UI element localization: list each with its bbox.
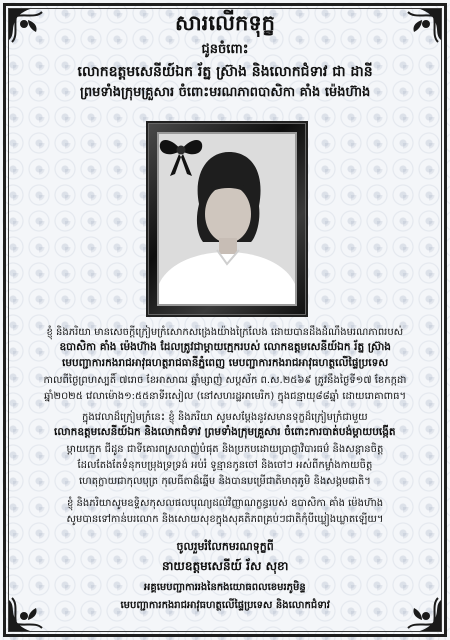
body-text-line: ហេតុក្លាយជាកុលបុត្រ កុលធីតាដ៏ឆ្នើម និងបានបម្រើជាតិមាតុភូមិ និងសង្គមជាតិ។ — [79, 476, 371, 487]
body-text-line: ខ្ញុំ និងភរិយាសូមឧទ្ទិសកុសលផលបុណ្យដល់វិញ្ញាណក្ខន្ធរបស់ ឧបាសិកា គាំង ម៉េងហ៊ាង — [67, 498, 384, 509]
body-text-line: លោកឧត្តមសេនីយ៍ឯក និងលោកជំទាវ ព្រមទាំងក្រុមគ្រួសារ ចំពោះការបាត់បង់ម្ដាយបង្កើត — [54, 426, 396, 438]
mourning-ribbon-icon — [156, 130, 206, 180]
corner-ornament-icon — [6, 6, 52, 52]
body-text-line: ខ្ញុំ និងភរិយា មានសេចក្ដីក្រៀមក្រំសោកសង្រេងយ៉ាងក្រៃលែង ដោយបានដឹងដំណឹងមរណភាពរបស់ — [46, 327, 404, 338]
body-text-line: ម្ដាយក្មេក ជីដូន ជាទីគោរពស្រលាញ់បំផុត និងប្រកបដោយប្រាជ្ញាវិបារធម៌ និងសន្ដានចិត្ត — [66, 444, 384, 455]
body-text-line: ក្នុងវេលាដ៏ក្រៀមក្រំនេះ ខ្ញុំ និងភរិយា សូមសម្ដែងនូវសមានទុក្ខដ៏ក្រៀមក្រំជាមួយ — [82, 412, 368, 423]
body-text-line: មេបញ្ជាការកងរាជអាវុធហត្ថរាជធានីភ្នំពេញ មេបញ្ជាការកងរាជអាវុធហត្ថលើផ្ទៃប្រទេស — [62, 357, 389, 369]
body-text-line: ឧបាសិកា គាំង ម៉េងហ៊ាង ដែលត្រូវជាម្ដាយក្មេករបស់ លោកឧត្តមសេនីយ៍ឯក រ័ត្ន ស្រ៊ាង — [59, 341, 391, 353]
signatory-role: មេបញ្ជាការកងរាជអាវុធហត្ថលើផ្ទៃប្រទេស និងលោកជំទាវ — [120, 600, 330, 611]
recipient-line: លោកឧត្តមសេនីយ៍ឯក រ័ត្ន ស្រ៊ាង និងលោកជំទាវ ជា ដានី — [77, 64, 373, 80]
body-text-line: ឆ្នាំ២០២៥ វេលាម៉ោង១:៥៥នាទីរសៀល (នៅសហរដ្ឋអាមេរិក) ក្នុងជន្មាយុ៨៨ឆ្នាំ ដោយរោគាពាធ។ — [44, 391, 407, 402]
body-text-line: ដែលតែងតែទំនុកបម្រុងទ្រទ្រង់ អប់រំ ទូន្មានកូនចៅ និងចៅៗ អស់ពីកម្លាំងកាយចិត្ត — [77, 460, 373, 471]
corner-ornament-icon — [398, 588, 444, 634]
signature-intro: ចូលរួមរំលែកមរណទុក្ខពី — [176, 540, 274, 553]
body-text-line: កាលពីថ្ងៃព្រហស្បតិ៍ ៧រោច ខែអាសាឍ ឆ្នាំម្សាញ់ សប្តស័ក ព.ស.២៥៦៩ ត្រូវនឹងថ្ងៃទី១៧ ខែកក្កដា — [43, 375, 407, 386]
recipient-family-line: ព្រមទាំងក្រុមគ្រួសារ ចំពោះមរណភាពបាសិកា គាំង ម៉េងហ៊ាង — [80, 85, 371, 100]
body-text-line: សូមបានទៅកាន់បរលោក និងសោយសុខក្នុងសុគតិភពគ្រប់ៗជាតិកុំបីឃ្លៀងឃ្លាតឡើយ។ — [66, 514, 384, 525]
signatory-role: អគ្គមេបញ្ជាការរងនៃកងយោធពលខេមរភូមិន្ទ — [144, 582, 306, 593]
signatory-name: នាយឧត្តមសេនីយ៍ រ័ស សុខា — [162, 559, 289, 573]
addressed-to: ជូនចំពោះ — [201, 42, 249, 57]
corner-ornament-icon — [398, 6, 444, 52]
corner-ornament-icon — [6, 588, 52, 634]
page-title: សារលើកទុក្ខ — [175, 11, 275, 35]
